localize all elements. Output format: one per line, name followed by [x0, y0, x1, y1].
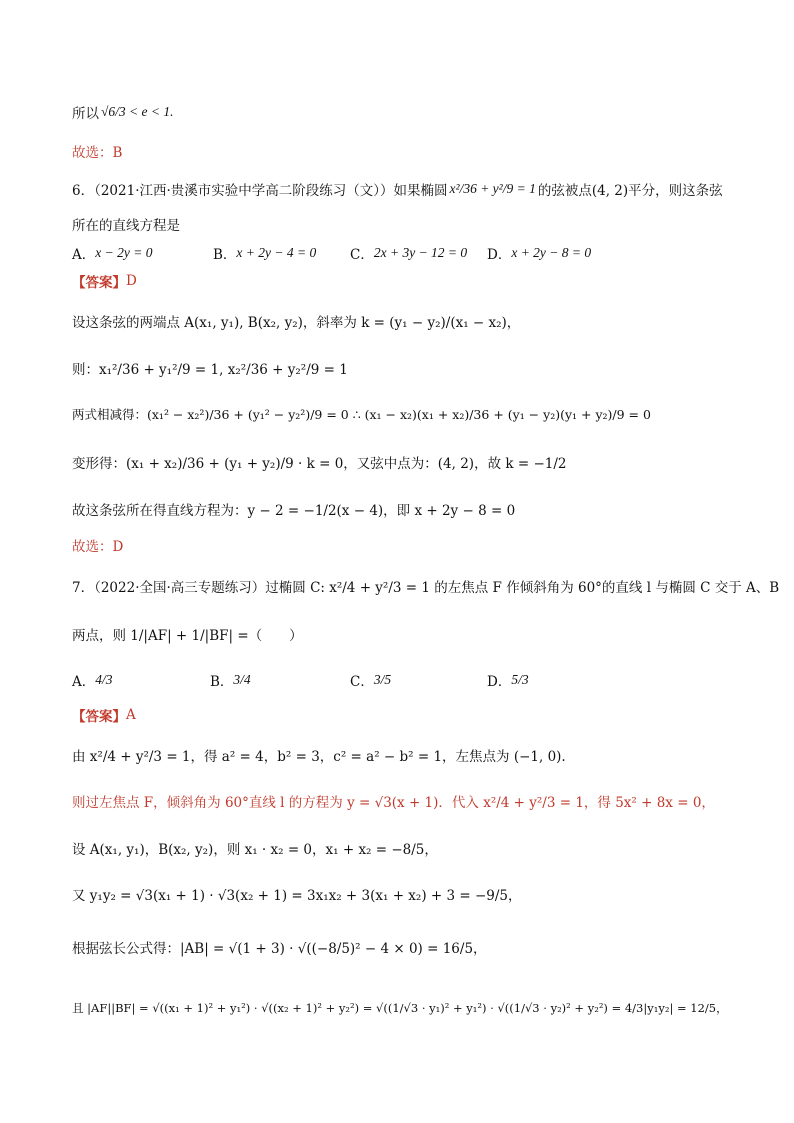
q7-option-c: [350, 670, 391, 690]
q7-answer-value: A: [126, 707, 136, 723]
q6-stem-line-2: 所在的直线方程是: [72, 218, 180, 234]
q6-option-c-label: C．: [350, 247, 374, 263]
q7-option-d: [487, 670, 529, 690]
prev-conclusion-expr: √6/3 < e < 1.: [101, 104, 174, 119]
q7-option-c-text: 3/5: [373, 672, 392, 687]
q7-option-a-text: 4/3: [95, 672, 113, 687]
q6-option-b-label: B．: [213, 247, 237, 263]
q7-answer-line: [72, 705, 136, 725]
q6-solution-3: 两式相减得：(x₁² − x₂²)/36 + (y₁² − y₂²)/9 = 0 ∴ (x₁ − x₂)(x₁ + x₂)/36 + (y₁ − y₂)(y₁ + y₂)/9 = 0: [72, 407, 651, 422]
q7-solution-2: 则过左焦点 F，倾斜角为 60°直线 l 的方程为 y = √3(x + 1)．代入 x²/4 + y²/3 = 1，得 5x² + 8x = 0，: [72, 795, 715, 811]
q6-ellipse-equation: x²/36 + y²/9 = 1: [449, 181, 536, 196]
q6-option-d-label: D．: [487, 247, 512, 263]
q6-solution-1: 设这条弦的两端点 A(x₁, y₁), B(x₂, y₂)，斜率为 k = (y₁ − y₂)/(x₁ − x₂)，: [72, 315, 521, 331]
q6-solution-6: 故选：D: [72, 539, 124, 555]
q7-solution-1: 由 x²/4 + y²/3 = 1，得 a² = 4，b² = 3，c² = a² − b² = 1，左焦点为 (−1, 0).: [72, 749, 566, 765]
q6-stem-part-1: 6．（2021·江西·贵溪市实验中学高二阶段练习（文））如果椭圆: [72, 183, 448, 199]
q7-solution-4: 又 y₁y₂ = √3(x₁ + 1) · √3(x₂ + 1) = 3x₁x₂ + 3(x₁ + x₂) + 3 = −9/5，: [72, 888, 522, 904]
q7-option-d-text: 5/3: [511, 672, 529, 687]
q6-solution-4: 变形得：(x₁ + x₂)/36 + (y₁ + y₂)/9 · k = 0，又弦中点为：(4, 2)，故 k = −1/2: [72, 456, 567, 472]
q6-option-a: [72, 243, 152, 263]
q7-stem-line-2: 两点，则 1/|AF| + 1/|BF| =（ ）: [72, 628, 303, 644]
prev-conclusion-prefix: 所以: [72, 106, 99, 122]
q7-stem-line-1: 7．（2022·全国·高三专题练习）过椭圆 C: x²/4 + y²/3 = 1 的左焦点 F 作倾斜角为 60°的直线 l 与椭圆 C 交于 A、B: [72, 580, 780, 596]
q6-option-a-text: x − 2y = 0: [95, 245, 153, 260]
q6-option-b-text: x + 2y − 4 = 0: [236, 245, 317, 260]
prev-choice: 故选：B: [72, 145, 123, 161]
q7-option-b: [210, 670, 251, 690]
q7-answer-tag: 【答案】: [72, 709, 126, 725]
q6-stem-line-1: [72, 179, 723, 199]
q7-solution-6: 且 |AF||BF| = √((x₁ + 1)² + y₁²) · √((x₂ + 1)² + y₂²) = √((1/√3 · y₁)² + y₁²) · √((1/√3 · y₂)² + y₂²) = 4/3|y₁y₂| = 12/5，: [72, 1001, 728, 1015]
q6-solution-2: 则：x₁²/36 + y₁²/9 = 1, x₂²/36 + y₂²/9 = 1: [72, 362, 348, 378]
q7-option-b-text: 3/4: [233, 672, 251, 687]
q6-option-c: [350, 243, 467, 263]
q6-solution-5: 故这条弦所在得直线方程为：y − 2 = −1/2(x − 4)，即 x + 2y − 8 = 0: [72, 503, 516, 519]
q6-answer-tag: 【答案】: [72, 275, 126, 291]
q6-stem-part-2: 的弦被点(4, 2)平分，则这条弦: [537, 183, 723, 199]
q7-option-a: [72, 670, 113, 690]
q6-option-d: [487, 243, 591, 263]
q7-solution-5: 根据弦长公式得：|AB| = √(1 + 3) · √((−8/5)² − 4 × 0) = 16/5，: [72, 941, 487, 957]
prev-conclusion-line: [72, 102, 174, 122]
q6-option-d-text: x + 2y − 8 = 0: [511, 245, 592, 260]
q7-option-c-label: C．: [350, 674, 374, 690]
q6-answer-value: D: [126, 273, 137, 289]
q6-option-a-label: A．: [72, 247, 96, 263]
q7-option-d-label: D．: [487, 674, 512, 690]
q6-option-c-text: 2x + 3y − 12 = 0: [373, 245, 468, 260]
q6-answer-line: [72, 271, 137, 291]
q7-option-b-label: B．: [210, 674, 234, 690]
q7-option-a-label: A．: [72, 674, 96, 690]
q7-solution-3: 设 A(x₁, y₁)，B(x₂, y₂)，则 x₁ · x₂ = 0，x₁ + x₂ = −8/5，: [72, 842, 438, 858]
q6-option-b: [213, 243, 316, 263]
